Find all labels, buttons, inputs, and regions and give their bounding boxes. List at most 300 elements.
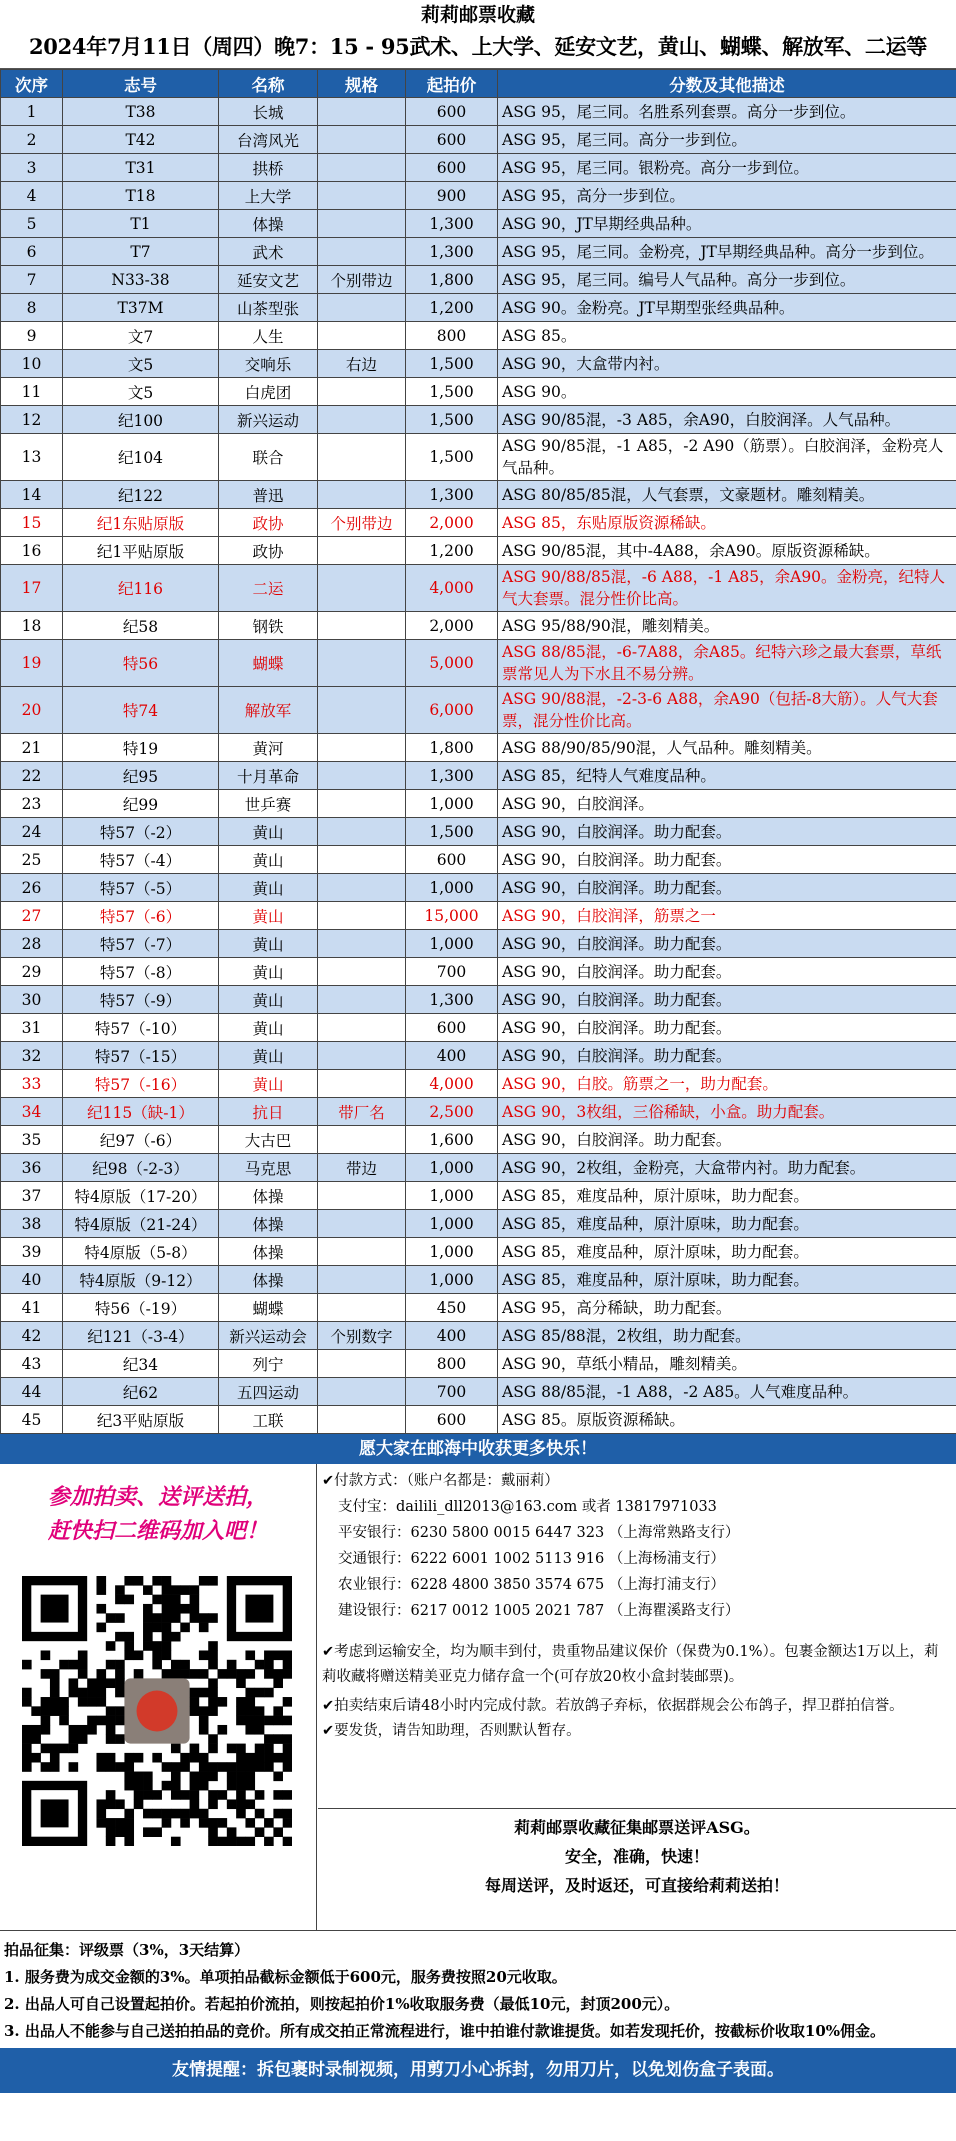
- table-row: [1, 1350, 956, 1378]
- lot-name: 大古巴: [219, 1126, 318, 1154]
- lot-spec: [318, 687, 406, 734]
- rule-3: 3. 出品人不能参与自己送拍拍品的竞价。所有成交拍正常流程进行，谁中拍谁付款谁提货。如若发现托价，按截标价收取10%佣金。: [4, 2018, 952, 2045]
- lot-number: 28: [1, 930, 63, 958]
- lot-start-price: 600: [406, 846, 498, 874]
- lot-name: 列宁: [219, 1350, 318, 1378]
- lot-code: 特57（-4）: [63, 846, 219, 874]
- lot-name: 钢铁: [219, 612, 318, 640]
- lot-spec: [318, 734, 406, 762]
- lot-start-price: 2,000: [406, 612, 498, 640]
- table-row: [1, 1070, 956, 1098]
- lot-spec: [318, 238, 406, 266]
- lot-start-price: 600: [406, 98, 498, 126]
- lot-description: ASG 90，白胶。筋票之一，助力配套。: [498, 1070, 956, 1098]
- lot-name: 体操: [219, 1238, 318, 1266]
- lot-number: 6: [1, 238, 63, 266]
- lot-description: ASG 85，纪特人气难度品种。: [498, 762, 956, 790]
- lot-name: 政协: [219, 537, 318, 565]
- lot-start-price: 1,300: [406, 986, 498, 1014]
- lot-code: 特57（-7）: [63, 930, 219, 958]
- lot-name: 体操: [219, 1182, 318, 1210]
- lot-number: 29: [1, 958, 63, 986]
- lot-start-price: 2,500: [406, 1098, 498, 1126]
- wish-banner: 愿大家在邮海中收获更多快乐！: [0, 1434, 956, 1464]
- lot-name: 拱桥: [219, 154, 318, 182]
- lot-name: 解放军: [219, 687, 318, 734]
- lot-spec: [318, 126, 406, 154]
- lot-start-price: 6,000: [406, 687, 498, 734]
- lot-name: 黄山: [219, 818, 318, 846]
- lot-code: T1: [63, 210, 219, 238]
- lot-description: ASG 90/88混，-2-3-6 A88，余A90（包括-8大筋）。人气大套票，混分性价比高。: [498, 687, 956, 734]
- lot-code: 特19: [63, 734, 219, 762]
- lot-start-price: 1,300: [406, 210, 498, 238]
- lot-spec: [318, 1294, 406, 1322]
- lot-name: 工联: [219, 1406, 318, 1434]
- lot-number: 15: [1, 509, 63, 537]
- lot-number: 30: [1, 986, 63, 1014]
- lot-name: 交响乐: [219, 350, 318, 378]
- lot-number: 14: [1, 481, 63, 509]
- lot-name: 人生: [219, 322, 318, 350]
- lot-number: 2: [1, 126, 63, 154]
- lot-name: 五四运动: [219, 1378, 318, 1406]
- lot-name: 体操: [219, 210, 318, 238]
- lot-spec: [318, 537, 406, 565]
- lot-spec: [318, 986, 406, 1014]
- lot-description: ASG 90，白胶润泽。助力配套。: [498, 1014, 956, 1042]
- collection-notice: [318, 1808, 956, 1930]
- col-header-code: 志号: [63, 70, 219, 98]
- lot-spec: [318, 1266, 406, 1294]
- lot-start-price: 1,800: [406, 734, 498, 762]
- lot-code: 特57（-16）: [63, 1070, 219, 1098]
- lots-table-body: [1, 98, 956, 1434]
- lot-description: ASG 90/85混，其中-4A88，余A90。原版资源稀缺。: [498, 537, 956, 565]
- bank-account-1: 平安银行：6230 5800 0015 6447 323 （上海常熟路支行）: [322, 1520, 952, 1546]
- table-row: [1, 1098, 956, 1126]
- lot-number: 13: [1, 434, 63, 481]
- lot-name: 黄山: [219, 1014, 318, 1042]
- lot-name: 抗日: [219, 1098, 318, 1126]
- table-row: [1, 902, 956, 930]
- lot-code: 特4原版（9-12）: [63, 1266, 219, 1294]
- table-row: [1, 322, 956, 350]
- lot-description: ASG 90，白胶润泽。助力配套。: [498, 874, 956, 902]
- lot-spec: [318, 1126, 406, 1154]
- lot-spec: [318, 1042, 406, 1070]
- lot-spec: [318, 818, 406, 846]
- lot-code: T31: [63, 154, 219, 182]
- lot-start-price: 400: [406, 1042, 498, 1070]
- collect-line-1: 莉莉邮票收藏征集邮票送评ASG。: [318, 1813, 956, 1842]
- shipping-note: ✔考虑到运输安全，均为顺丰到付，贵重物品建议保价（保费为0.1%）。包裹金额达1万以上，莉莉收藏将赠送精美亚克力储存盒一个(可存放20枚小盒封装邮票)。: [322, 1640, 952, 1690]
- lot-code: 纪115（缺-1）: [63, 1098, 219, 1126]
- lot-description: ASG 90，JT早期经典品种。: [498, 210, 956, 238]
- lot-code: 纪97（-6）: [63, 1126, 219, 1154]
- table-row: [1, 734, 956, 762]
- lot-name: 政协: [219, 509, 318, 537]
- lot-description: ASG 90，白胶润泽。助力配套。: [498, 986, 956, 1014]
- lot-spec: [318, 1182, 406, 1210]
- lot-description: ASG 88/85混，-1 A88，-2 A85。人气难度品种。: [498, 1378, 956, 1406]
- table-row: [1, 874, 956, 902]
- table-row: [1, 846, 956, 874]
- table-row: [1, 1322, 956, 1350]
- lot-name: 长城: [219, 98, 318, 126]
- lot-spec: [318, 762, 406, 790]
- lot-description: ASG 80/85/85混，人气套票，文豪题材。雕刻精美。: [498, 481, 956, 509]
- lot-description: ASG 90/85混，-1 A85，-2 A90（筋票）。白胶润泽，金粉亮人气品种。: [498, 434, 956, 481]
- lot-code: N33-38: [63, 266, 219, 294]
- lot-spec: [318, 182, 406, 210]
- lot-description: ASG 90。金粉亮。JT早期型张经典品种。: [498, 294, 956, 322]
- rules-title: 拍品征集：评级票（3%，3天结算）: [4, 1937, 952, 1964]
- lot-spec: [318, 481, 406, 509]
- table-row: [1, 350, 956, 378]
- col-header-price: 起拍价: [406, 70, 498, 98]
- table-row: [1, 986, 956, 1014]
- title-block: [0, 0, 956, 69]
- lot-start-price: 700: [406, 958, 498, 986]
- lot-spec: 个别带边: [318, 266, 406, 294]
- page-title: 莉莉邮票收藏: [0, 0, 956, 30]
- table-row: [1, 126, 956, 154]
- lot-code: 特57（-10）: [63, 1014, 219, 1042]
- table-row: [1, 182, 956, 210]
- table-row: [1, 210, 956, 238]
- qr-code-graphic: [22, 1576, 292, 1846]
- lot-number: 33: [1, 1070, 63, 1098]
- lot-spec: [318, 874, 406, 902]
- lot-description: ASG 85，东贴原版资源稀缺。: [498, 509, 956, 537]
- lot-number: 25: [1, 846, 63, 874]
- lot-start-price: 700: [406, 1378, 498, 1406]
- lot-start-price: 1,000: [406, 930, 498, 958]
- lot-code: 纪95: [63, 762, 219, 790]
- lot-number: 9: [1, 322, 63, 350]
- lot-number: 22: [1, 762, 63, 790]
- lot-name: 黄山: [219, 986, 318, 1014]
- lot-code: 纪3平贴原版: [63, 1406, 219, 1434]
- table-row: [1, 154, 956, 182]
- lot-start-price: 1,300: [406, 238, 498, 266]
- lot-code: 纪62: [63, 1378, 219, 1406]
- lot-number: 3: [1, 154, 63, 182]
- table-row: [1, 1126, 956, 1154]
- lot-name: 白虎团: [219, 378, 318, 406]
- lot-name: 台湾风光: [219, 126, 318, 154]
- lot-number: 45: [1, 1406, 63, 1434]
- lot-number: 26: [1, 874, 63, 902]
- slogan-line-2: 赶快扫二维码加入吧！: [0, 1514, 316, 1545]
- lot-description: ASG 90，白胶润泽。: [498, 790, 956, 818]
- lot-name: 蝴蝶: [219, 640, 318, 687]
- lot-name: 普迅: [219, 481, 318, 509]
- lot-description: ASG 95，高分一步到位。: [498, 182, 956, 210]
- lot-code: 纪58: [63, 612, 219, 640]
- lot-description: ASG 95，尾三同。名胜系列套票。高分一步到位。: [498, 98, 956, 126]
- consignment-rules: [0, 1931, 956, 2141]
- lot-spec: [318, 98, 406, 126]
- lot-code: 纪99: [63, 790, 219, 818]
- lot-number: 34: [1, 1098, 63, 1126]
- lot-spec: 个别带边: [318, 509, 406, 537]
- table-row: [1, 612, 956, 640]
- lot-number: 31: [1, 1014, 63, 1042]
- lot-code: 特57（-8）: [63, 958, 219, 986]
- lot-code: 特57（-5）: [63, 874, 219, 902]
- lot-name: 黄山: [219, 1070, 318, 1098]
- lot-spec: [318, 612, 406, 640]
- lot-description: ASG 90，白胶润泽。助力配套。: [498, 930, 956, 958]
- table-row: [1, 790, 956, 818]
- table-row: [1, 1014, 956, 1042]
- lot-code: 特4原版（17-20）: [63, 1182, 219, 1210]
- lot-number: 19: [1, 640, 63, 687]
- lot-start-price: 800: [406, 322, 498, 350]
- lot-code: 特56: [63, 640, 219, 687]
- lot-code: T7: [63, 238, 219, 266]
- col-header-name: 名称: [219, 70, 318, 98]
- lot-description: ASG 90。: [498, 378, 956, 406]
- lot-description: ASG 90，草纸小精品，雕刻精美。: [498, 1350, 956, 1378]
- lot-spec: [318, 1210, 406, 1238]
- table-row: [1, 434, 956, 481]
- lot-start-price: 400: [406, 1322, 498, 1350]
- lot-name: 黄山: [219, 958, 318, 986]
- lot-start-price: 1,000: [406, 874, 498, 902]
- lot-description: ASG 95，尾三同。银粉亮。高分一步到位。: [498, 154, 956, 182]
- lot-description: ASG 88/90/85/90混，人气品种。雕刻精美。: [498, 734, 956, 762]
- lot-spec: [318, 378, 406, 406]
- lot-start-price: 450: [406, 1294, 498, 1322]
- lot-number: 5: [1, 210, 63, 238]
- lot-spec: [318, 1406, 406, 1434]
- lot-code: 纪104: [63, 434, 219, 481]
- col-header-spec: 规格: [318, 70, 406, 98]
- lot-start-price: 1,500: [406, 406, 498, 434]
- lot-start-price: 1,500: [406, 378, 498, 406]
- lot-number: 12: [1, 406, 63, 434]
- lot-code: 纪98（-2-3）: [63, 1154, 219, 1182]
- lot-code: 纪121（-3-4）: [63, 1322, 219, 1350]
- lot-number: 8: [1, 294, 63, 322]
- lot-start-price: 600: [406, 126, 498, 154]
- bank-account-4: 建设银行：6217 0012 1005 2021 787 （上海瞿溪路支行）: [322, 1598, 952, 1624]
- lot-code: 特4原版（5-8）: [63, 1238, 219, 1266]
- lot-start-price: 4,000: [406, 1070, 498, 1098]
- table-row: [1, 537, 956, 565]
- lot-number: 39: [1, 1238, 63, 1266]
- lot-spec: 右边: [318, 350, 406, 378]
- lot-number: 38: [1, 1210, 63, 1238]
- lot-description: ASG 85/88混，2枚组，助力配套。: [498, 1322, 956, 1350]
- lot-number: 44: [1, 1378, 63, 1406]
- lot-description: ASG 90，白胶润泽。助力配套。: [498, 818, 956, 846]
- lot-number: 27: [1, 902, 63, 930]
- lot-description: ASG 85。: [498, 322, 956, 350]
- lot-code: 文5: [63, 378, 219, 406]
- lot-start-price: 800: [406, 1350, 498, 1378]
- lot-spec: 带厂名: [318, 1098, 406, 1126]
- lot-code: 特57（-9）: [63, 986, 219, 1014]
- lot-number: 17: [1, 565, 63, 612]
- collect-line-3: 每周送评，及时返还，可直接给莉莉送拍！: [318, 1871, 956, 1900]
- lot-start-price: 4,000: [406, 565, 498, 612]
- table-row: [1, 294, 956, 322]
- qr-panel: [0, 1464, 317, 1930]
- lot-description: ASG 90，白胶润泽。助力配套。: [498, 846, 956, 874]
- bank-account-3: 农业银行：6228 4800 3850 3574 675 （上海打浦支行）: [322, 1572, 952, 1598]
- table-row: [1, 762, 956, 790]
- lot-spec: [318, 790, 406, 818]
- lot-description: ASG 95/88/90混，雕刻精美。: [498, 612, 956, 640]
- lot-spec: [318, 322, 406, 350]
- payment-panel: [318, 1464, 956, 1930]
- payment-deadline-note: ✔拍卖结束后请48小时内完成付款。若放鸽子弃标，依据群规会公布鸽子，捍卫群拍信誉。: [322, 1694, 952, 1719]
- lot-description: ASG 90，白胶润泽，筋票之一: [498, 902, 956, 930]
- lot-code: 特57（-15）: [63, 1042, 219, 1070]
- lot-name: 体操: [219, 1266, 318, 1294]
- lot-number: 24: [1, 818, 63, 846]
- lot-code: 特4原版（21-24）: [63, 1210, 219, 1238]
- table-row: [1, 509, 956, 537]
- lot-name: 体操: [219, 1210, 318, 1238]
- table-row: [1, 1294, 956, 1322]
- collect-line-2: 安全，准确，快速！: [318, 1842, 956, 1871]
- lot-number: 21: [1, 734, 63, 762]
- qr-code-icon[interactable]: [22, 1576, 292, 1846]
- lot-name: 二运: [219, 565, 318, 612]
- table-row: [1, 1042, 956, 1070]
- lot-description: ASG 85，难度品种，原汁原味，助力配套。: [498, 1266, 956, 1294]
- lot-code: 纪34: [63, 1350, 219, 1378]
- lot-start-price: 1,000: [406, 1210, 498, 1238]
- lot-start-price: 1,300: [406, 481, 498, 509]
- lot-number: 11: [1, 378, 63, 406]
- table-row: [1, 378, 956, 406]
- table-row: [1, 1210, 956, 1238]
- table-row: [1, 1406, 956, 1434]
- lot-name: 马克思: [219, 1154, 318, 1182]
- lot-spec: [318, 1238, 406, 1266]
- lot-description: ASG 90/88/85混，-6 A88，-1 A85，余A90。金粉亮，纪特人气大套票。混分性价比高。: [498, 565, 956, 612]
- lot-start-price: 1,800: [406, 266, 498, 294]
- payment-info: [322, 1468, 952, 1744]
- lot-number: 1: [1, 98, 63, 126]
- lot-code: 纪122: [63, 481, 219, 509]
- lot-description: ASG 85，难度品种，原汁原味，助力配套。: [498, 1210, 956, 1238]
- lot-code: T18: [63, 182, 219, 210]
- lots-table: [0, 69, 956, 1434]
- lot-start-price: 1,600: [406, 1126, 498, 1154]
- lot-spec: [318, 565, 406, 612]
- lot-start-price: 600: [406, 1406, 498, 1434]
- lot-name: 黄山: [219, 846, 318, 874]
- table-row: [1, 238, 956, 266]
- lot-code: T37M: [63, 294, 219, 322]
- lot-code: 特74: [63, 687, 219, 734]
- lot-start-price: 1,200: [406, 537, 498, 565]
- lot-start-price: 900: [406, 182, 498, 210]
- lot-start-price: 5,000: [406, 640, 498, 687]
- table-row: [1, 1238, 956, 1266]
- lot-description: ASG 90，白胶润泽。助力配套。: [498, 1126, 956, 1154]
- lot-start-price: 15,000: [406, 902, 498, 930]
- table-row: [1, 481, 956, 509]
- lot-code: 纪1平贴原版: [63, 537, 219, 565]
- lot-name: 十月革命: [219, 762, 318, 790]
- lot-number: 32: [1, 1042, 63, 1070]
- table-row: [1, 1378, 956, 1406]
- lot-name: 黄山: [219, 930, 318, 958]
- lot-start-price: 1,000: [406, 790, 498, 818]
- table-row: [1, 1266, 956, 1294]
- lot-name: 黄山: [219, 874, 318, 902]
- bank-account-2: 交通银行：6222 6001 1002 5113 916 （上海杨浦支行）: [322, 1546, 952, 1572]
- lot-number: 35: [1, 1126, 63, 1154]
- delivery-note: ✔要发货，请告知助理，否则默认暂存。: [322, 1719, 952, 1744]
- lot-code: 文5: [63, 350, 219, 378]
- lot-spec: [318, 958, 406, 986]
- lot-code: 纪100: [63, 406, 219, 434]
- lot-name: 蝴蝶: [219, 1294, 318, 1322]
- rule-1: 1. 服务费为成交金额的3%。单项拍品截标金额低于600元，服务费按照20元收取。: [4, 1964, 952, 1991]
- lot-number: 40: [1, 1266, 63, 1294]
- table-row: [1, 266, 956, 294]
- info-section: [0, 1464, 956, 1931]
- lot-spec: [318, 846, 406, 874]
- lot-description: ASG 90，大盒带内衬。: [498, 350, 956, 378]
- friendly-reminder: 友情提醒：拆包裹时录制视频，用剪刀小心拆封，勿用刀片，以免划伤盒子表面。: [0, 2048, 956, 2093]
- lot-number: 7: [1, 266, 63, 294]
- lot-description: ASG 90/85混，-3 A85，余A90，白胶润泽。人气品种。: [498, 406, 956, 434]
- lot-number: 36: [1, 1154, 63, 1182]
- lot-spec: [318, 1378, 406, 1406]
- lot-start-price: 1,000: [406, 1182, 498, 1210]
- lot-name: 延安文艺: [219, 266, 318, 294]
- lot-name: 世乒赛: [219, 790, 318, 818]
- lot-description: ASG 88/85混，-6-7A88，余A85。纪特六珍之最大套票，草纸票常见人为下水且不易分辨。: [498, 640, 956, 687]
- lot-number: 42: [1, 1322, 63, 1350]
- lot-name: 黄山: [219, 1042, 318, 1070]
- table-row: [1, 930, 956, 958]
- lot-code: 特57（-6）: [63, 902, 219, 930]
- lot-name: 新兴运动会: [219, 1322, 318, 1350]
- payment-title: ✔付款方式：（账户名都是：戴丽莉）: [322, 1468, 952, 1494]
- table-row: [1, 958, 956, 986]
- lot-description: ASG 85，难度品种，原汁原味，助力配套。: [498, 1238, 956, 1266]
- lot-spec: [318, 406, 406, 434]
- lot-name: 武术: [219, 238, 318, 266]
- lot-start-price: 1,000: [406, 1266, 498, 1294]
- lot-name: 上大学: [219, 182, 318, 210]
- lot-spec: [318, 902, 406, 930]
- lot-description: ASG 90，白胶润泽。助力配套。: [498, 1042, 956, 1070]
- lot-number: 37: [1, 1182, 63, 1210]
- lot-start-price: 1,000: [406, 1154, 498, 1182]
- lot-start-price: 1,500: [406, 434, 498, 481]
- lot-number: 41: [1, 1294, 63, 1322]
- lot-number: 10: [1, 350, 63, 378]
- lot-description: ASG 85。原版资源稀缺。: [498, 1406, 956, 1434]
- table-row: [1, 98, 956, 126]
- lot-spec: [318, 210, 406, 238]
- lot-spec: [318, 930, 406, 958]
- slogan-line-1: 参加拍卖、送评送拍，: [0, 1480, 316, 1511]
- table-row: [1, 818, 956, 846]
